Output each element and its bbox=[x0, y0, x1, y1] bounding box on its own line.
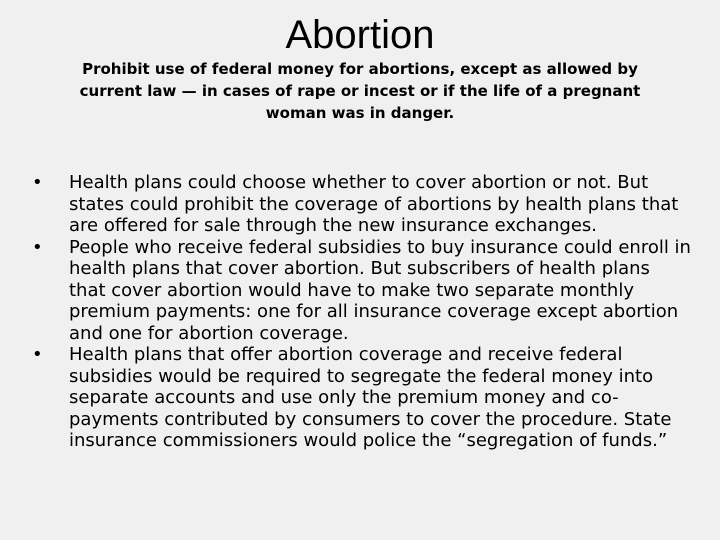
bullet-text: Health plans could choose whether to cover abortion or not. But states could prohibit the coverage of abortions by health plans that are offered for sale through the new insurance exchanges. bbox=[69, 172, 679, 236]
bullet-item bbox=[32, 172, 692, 237]
bullet-item bbox=[32, 237, 692, 345]
bullet-list bbox=[32, 172, 692, 452]
slide-subtitle: Prohibit use of federal money for abortions, except as allowed by current law — in cases of rape or incest or if the life of a pregnant woman was in danger. bbox=[79, 60, 641, 122]
bullet-text: Health plans that offer abortion coverage and receive federal subsidies would be required to segregate the federal money into separate accounts and use only the premium money and co-payments contributed by consumers to cover the procedure. State insurance commissioners would police the “segregation of funds.” bbox=[69, 344, 672, 451]
bullet-text: People who receive federal subsidies to buy insurance could enroll in health plans that cover abortion. But subscribers of health plans that cover abortion would have to make two separate monthly premium payments: one for all insurance coverage except abortion and one for abortion coverage. bbox=[69, 236, 691, 344]
bullet-dot-icon: • bbox=[32, 344, 43, 365]
bullet-dot-icon: • bbox=[32, 236, 43, 258]
bullet-item bbox=[32, 344, 692, 452]
slide-title: Abortion bbox=[285, 13, 435, 57]
bullet-dot-icon: • bbox=[32, 172, 43, 193]
